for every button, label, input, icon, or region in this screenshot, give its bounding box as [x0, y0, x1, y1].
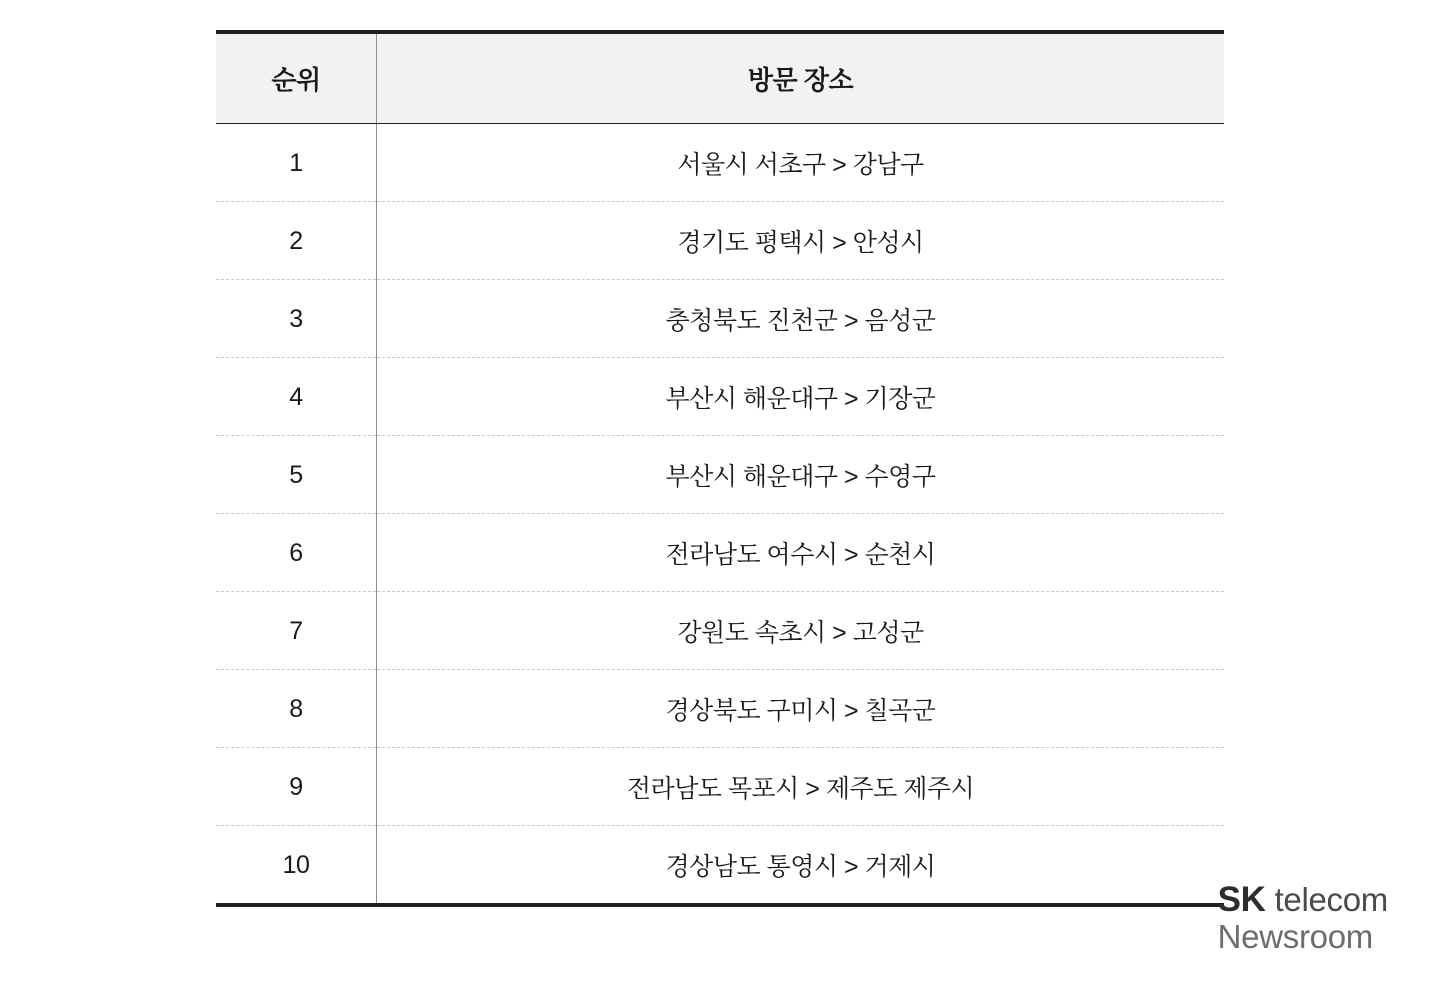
logo-brand-line — [1218, 880, 1388, 919]
cell-rank: 5 — [216, 436, 377, 514]
cell-rank: 3 — [216, 280, 377, 358]
table-body — [216, 124, 1224, 904]
table-row — [216, 826, 1224, 904]
cell-rank: 7 — [216, 592, 377, 670]
table-row — [216, 124, 1224, 202]
logo-brand-suffix: telecom — [1265, 880, 1388, 918]
table-header-row — [216, 34, 1224, 124]
table-bottom-rule — [216, 903, 1224, 907]
table-row — [216, 670, 1224, 748]
cell-place: 서울시 서초구 > 강남구 — [377, 124, 1225, 202]
cell-rank: 1 — [216, 124, 377, 202]
table-row — [216, 748, 1224, 826]
cell-place: 경상남도 통영시 > 거제시 — [665, 853, 936, 881]
table-row — [216, 514, 1224, 592]
table-row — [216, 202, 1224, 280]
table-row — [216, 280, 1224, 358]
visit-place-ranking-table — [216, 34, 1224, 903]
cell-rank: 10 — [216, 826, 377, 904]
cell-rank: 2 — [216, 202, 377, 280]
cell-place: 전라남도 목포시 > 제주도 제주시 — [377, 748, 1225, 826]
cell-place: 경기도 평택시 > 안성시 — [377, 202, 1225, 280]
cell-rank: 9 — [216, 748, 377, 826]
logo-brand: SK — [1217, 879, 1266, 919]
cell-place: 전라남도 여수시 > 순천시 — [377, 514, 1225, 592]
cell-rank: 8 — [216, 670, 377, 748]
cell-place: 경상북도 구미시 > 칠곡군 — [377, 670, 1225, 748]
table-row — [216, 592, 1224, 670]
sk-telecom-newsroom-logo — [1218, 880, 1388, 956]
cell-place: 부산시 해운대구 > 기장군 — [377, 358, 1225, 436]
cell-rank: 4 — [216, 358, 377, 436]
table-header — [216, 34, 1224, 124]
table-row — [216, 358, 1224, 436]
table-row — [216, 436, 1224, 514]
logo-sub: Newsroom — [1217, 918, 1373, 956]
column-header-rank: 순위 — [216, 34, 377, 124]
cell-place: 부산시 해운대구 > 수영구 — [377, 436, 1225, 514]
column-header-place: 방문 장소 — [377, 34, 1225, 124]
cell-place: 충청북도 진천군 > 음성군 — [377, 280, 1225, 358]
cell-place: 강원도 속초시 > 고성군 — [377, 592, 1225, 670]
cell-rank: 6 — [216, 514, 377, 592]
rank-table-container — [216, 30, 1224, 907]
